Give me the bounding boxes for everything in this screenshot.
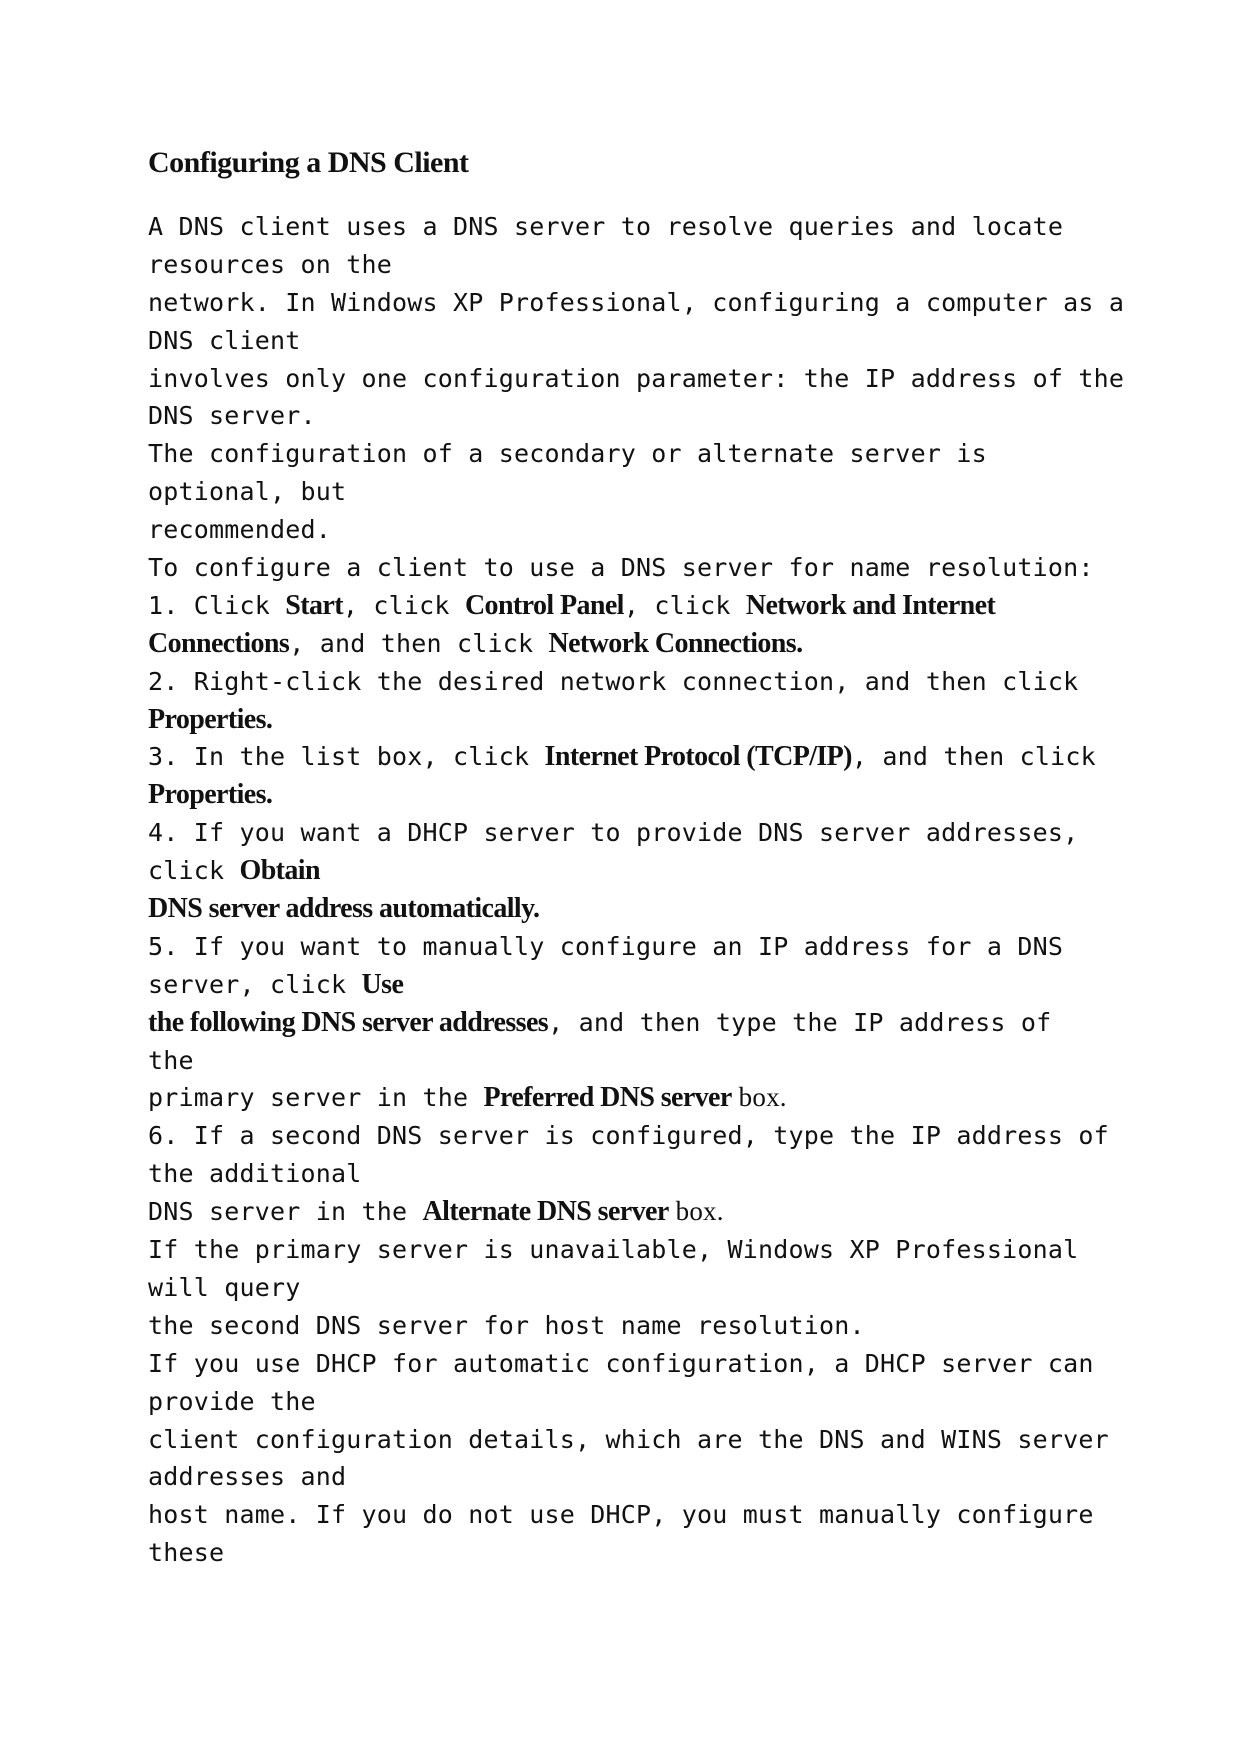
bold-term-network-internet: Network and Internet [745,589,996,621]
step-text: server, click [148,969,362,999]
page-title: Configuring a DNS Client [148,146,469,179]
step-6-line-2: the additional [148,1159,362,1189]
step-text: click [148,856,240,886]
body-line: will query [148,1272,301,1302]
step-6-line-3 [148,1193,1108,1231]
step-3-line-2 [148,776,1108,814]
body-line: resources on the [148,249,393,279]
step-text: , and then type the IP address of [548,1007,1052,1037]
step-5-line-3 [148,1004,1108,1042]
body-line: DNS server. [148,401,316,431]
body-line: client configuration details, which are the DNS and WINS server [148,1424,1109,1454]
step-4-line-1: 4. If you want a DHCP server to provide DNS server addresses, [148,818,1079,848]
bold-term-following-dns: the following DNS server addresses [148,1006,549,1038]
step-4-line-2 [148,852,1108,890]
bold-term-start: Start [285,589,343,621]
step-5-line-1: 5. If you want to manually configure an IP address for a DNS [148,931,1064,961]
body-line: optional, but [148,477,347,507]
bold-term-preferred-dns: Preferred DNS server [483,1082,732,1114]
step-5-line-5 [148,1079,1108,1117]
bold-term-tcp-ip: Internet Protocol (TCP/IP) [544,741,852,773]
step-text: box. [731,1082,787,1113]
bold-term-obtain: Obtain [239,855,320,887]
step-text: 1. Click [148,590,286,620]
step-text: box. [668,1196,724,1227]
body-line: the second DNS server for host name resolution. [148,1310,865,1340]
body-line: The configuration of a secondary or alternate server is [148,439,987,469]
bold-term-properties: Properties. [148,779,273,811]
step-1-line-2 [148,625,1108,663]
step-2-line-1: 2. Right-click the desired network connection, and then click [148,666,1079,696]
step-text: 3. In the list box, click [148,742,545,772]
bold-term-dns-auto: DNS server address automatically. [148,893,540,925]
bold-term-properties: Properties. [148,703,273,735]
body-line: these [148,1538,225,1568]
document-page [148,140,1125,1572]
step-3-line-1 [148,738,1108,776]
step-5-line-4: the [148,1045,194,1075]
bold-term-use: Use [361,968,404,1000]
body-line: DNS client [148,325,301,355]
step-text: , click [623,590,746,620]
body-line: recommended. [148,515,332,545]
step-5-line-2 [148,966,1108,1004]
body-line: network. In Windows XP Professional, configuring a computer as a [148,287,1125,317]
step-text: , click [342,590,465,620]
step-2-line-2 [148,701,1108,739]
body-line: addresses and [148,1462,347,1492]
step-1-line-1 [148,587,1108,625]
body-line: provide the [148,1386,316,1416]
step-text: primary server in the [148,1083,484,1113]
step-text: , and then click [289,628,549,658]
step-4-line-3 [148,890,1108,928]
bold-term-alternate-dns: Alternate DNS server [422,1196,669,1228]
body-line: If you use DHCP for automatic configuration, a DHCP server can [148,1348,1094,1378]
bold-term-connections: Connections [148,627,290,659]
step-text: , and then click [851,742,1096,772]
body-line: If the primary server is unavailable, Windows XP Professional [148,1235,1079,1265]
body-line: host name. If you do not use DHCP, you must manually configure [148,1500,1094,1530]
bold-term-control-panel: Control Panel [464,589,624,621]
step-6-line-1: 6. If a second DNS server is configured, type the IP address of [148,1121,1109,1151]
bold-term-network-connections: Network Connections. [548,627,803,659]
body-line: A DNS client uses a DNS server to resolve queries and locate [148,212,1064,241]
step-text: DNS server in the [148,1197,423,1227]
body-line: To configure a client to use a DNS server for name resolution: [148,553,1094,583]
body-line: involves only one configuration parameter: the IP address of the [148,363,1125,393]
